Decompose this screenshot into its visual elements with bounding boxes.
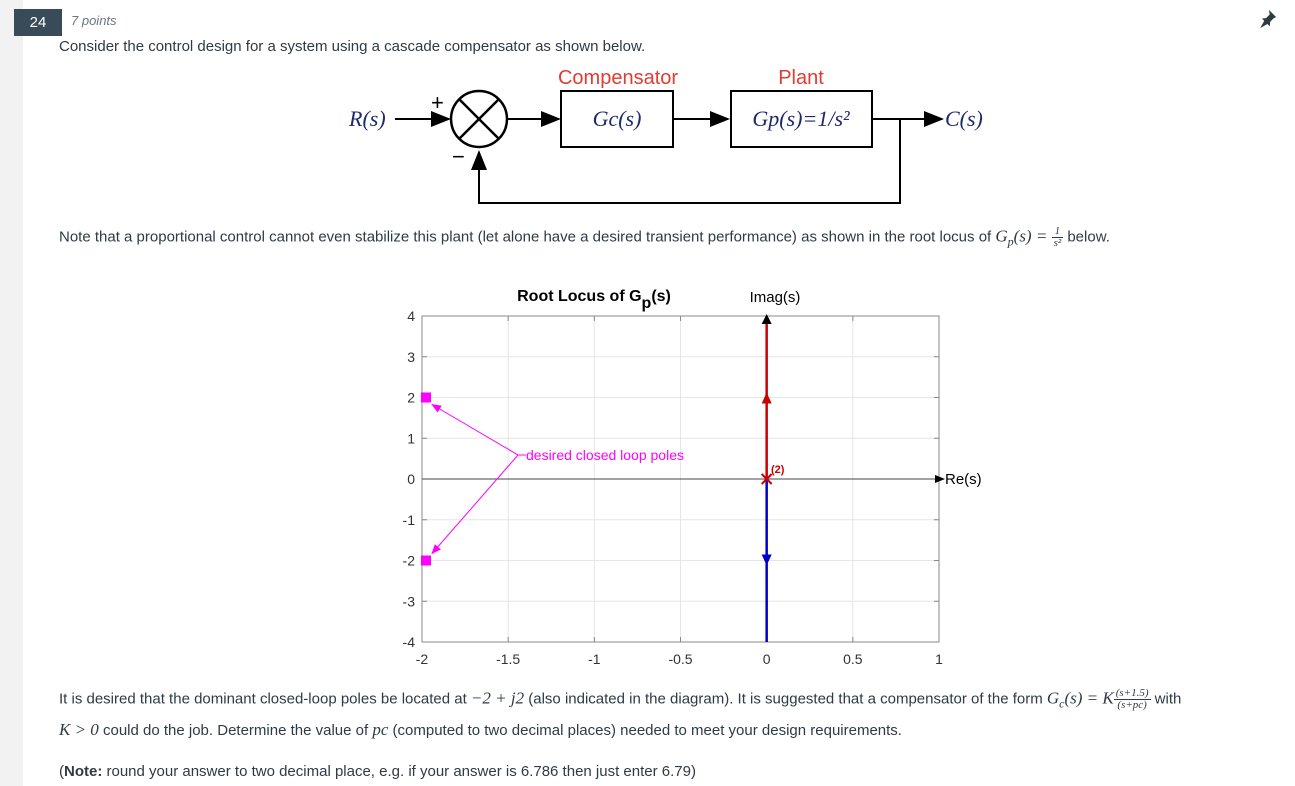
k-text: K > 0 could do the job. Determine the value of pc (computed to two decimal places) needed to meet your design requirements. xyxy=(59,720,902,739)
desired-text: It is desired that the dominant closed-loop poles be located at −2 + j2 (also indicated in the diagram). It is suggested that a compensator of the form $G_c(s) = K$ $\frac{(s+1.5)}{(s+pc)}$ with xyxy=(59,687,1182,711)
y-tick-label: 3 xyxy=(407,348,415,365)
y-tick-label: 0 xyxy=(407,471,415,487)
y-axis-label: Imag(s) xyxy=(749,289,801,306)
note-text: Note that a proportional control cannot even stabilize this plant (let alone have a desired transient performance) as shown in the root locus of $G_p(s)$ = $\frac{1}{\text{s²}}$ below. xyxy=(59,225,1110,249)
question-points: 7 points xyxy=(71,13,117,28)
chart-title: Root Locus of Gp(s) xyxy=(517,288,671,312)
x-tick-label: -0.5 xyxy=(668,651,693,667)
output-signal: C(s) xyxy=(945,106,983,131)
root-locus-chart xyxy=(380,280,1020,675)
y-tick-label: -2 xyxy=(402,552,415,569)
pin-icon[interactable] xyxy=(1256,8,1278,30)
desired-pole xyxy=(421,556,431,566)
question-number: 24 xyxy=(14,9,62,36)
rounding-note: (Note: round your answer to two decimal place, e.g. if your answer is 6.786 then just enter 6.79) xyxy=(59,763,696,780)
annotation-arrow xyxy=(432,405,526,456)
compensator-title: Compensator xyxy=(557,67,679,89)
x-tick-label: -1 xyxy=(588,651,601,667)
y-tick-label: -1 xyxy=(402,511,415,528)
plant-title: Plant xyxy=(778,67,824,89)
plant-block-label: Gp(s)=1/s² xyxy=(752,106,850,131)
x-tick-label: 0.5 xyxy=(843,651,863,667)
minus-sign: − xyxy=(452,144,465,169)
y-tick-label: -4 xyxy=(402,634,415,650)
plus-sign: + xyxy=(431,90,444,115)
intro-text: Consider the control design for a system using a cascade compensator as shown below. xyxy=(59,38,646,55)
input-signal: R(s) xyxy=(349,106,386,131)
pole-multiplicity-label: (2) xyxy=(771,464,785,476)
block-diagram xyxy=(330,60,1010,210)
x-tick-label: -1.5 xyxy=(496,651,521,667)
y-tick-label: -3 xyxy=(402,593,415,610)
x-axis-label: Re(s) xyxy=(945,471,982,488)
x-tick-label: -2 xyxy=(415,651,429,667)
x-tick-label: 1 xyxy=(935,651,943,667)
y-tick-label: 4 xyxy=(407,308,415,324)
x-tick-label: 0 xyxy=(762,651,771,667)
desired-pole xyxy=(421,393,431,403)
annotation-arrow xyxy=(432,455,526,554)
annotation-label: desired closed loop poles xyxy=(526,447,684,463)
left-rail xyxy=(0,0,23,786)
compensator-block-label: Gc(s) xyxy=(592,106,642,131)
y-tick-label: 2 xyxy=(407,389,415,406)
y-tick-label: 1 xyxy=(407,430,415,447)
